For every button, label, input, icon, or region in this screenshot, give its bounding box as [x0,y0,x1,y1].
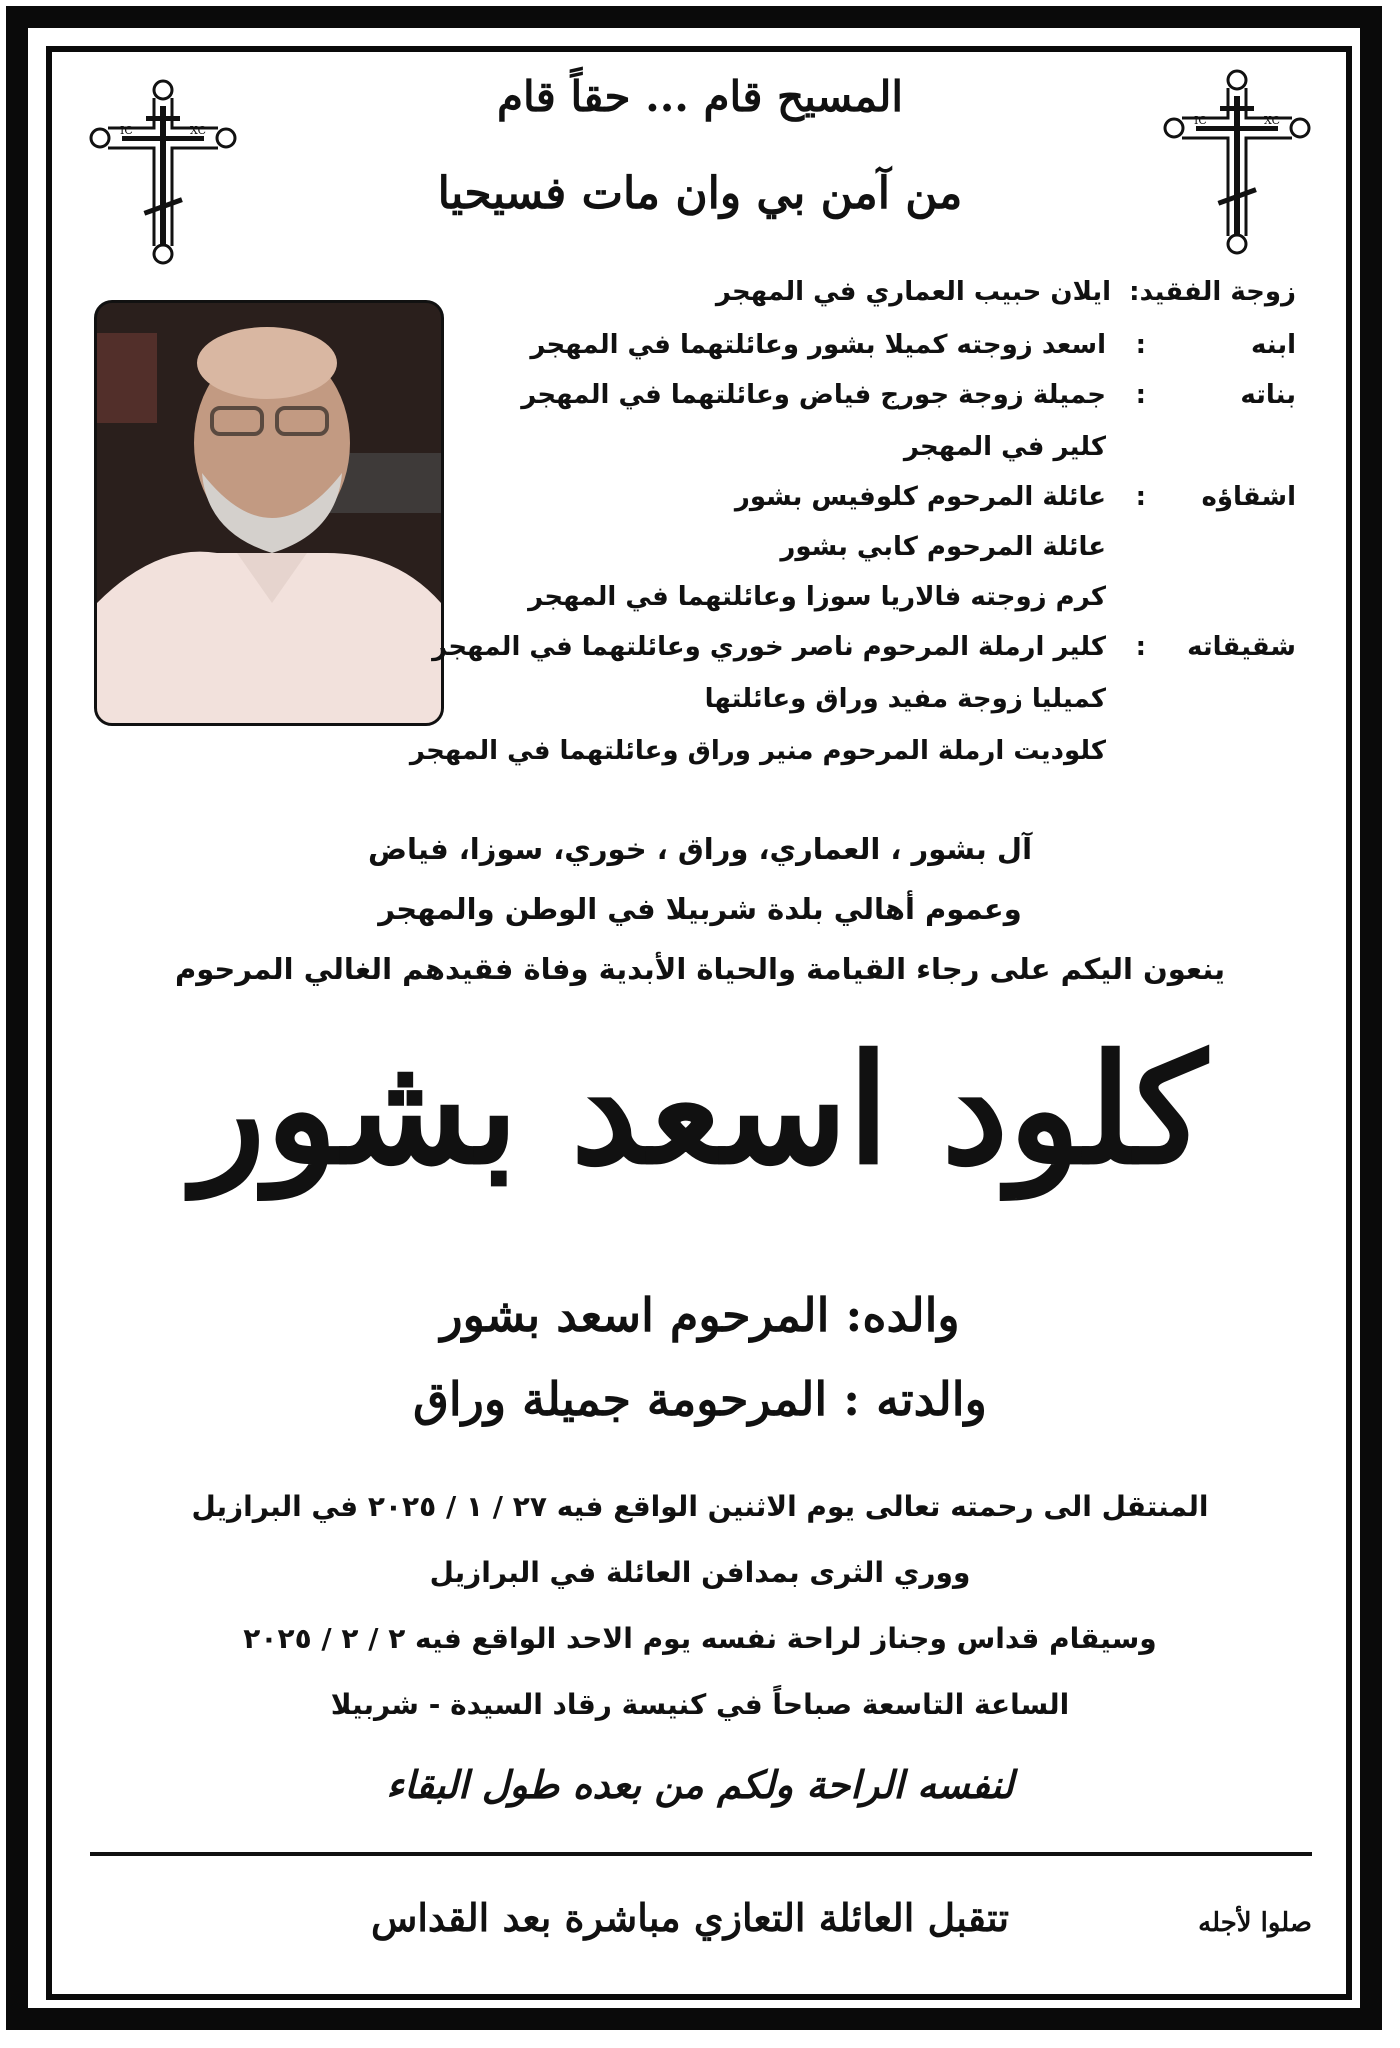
cross-right-letter-xc: XC [1264,114,1281,127]
family-sisters-line: كلير ارملة المرحوم ناصر خوري وعائلتهما في المهجر [432,632,1106,662]
announcement-community: وعموم أهالي بلدة شربيلا في الوطن والمهجر [378,892,1022,926]
family-daughters-line: جميلة زوجة جورج فياض وعائلتهما في المهجر [521,380,1106,410]
announcement-families: آل بشور ، العماري، وراق ، خوري، سوزا، فياض [367,832,1033,866]
burial-details: ووري الثرى بمدافن العائلة في البرازيل [429,1556,971,1589]
family-brothers-line: عائلة المرحوم كابي بشور [780,532,1106,562]
family-son-row [296,330,1296,378]
colon: : [1135,632,1146,662]
announcement-mourn: ينعون اليكم على رجاء القيامة والحياة الأبدية وفاة فقيدهم الغالي المرحوم [174,952,1226,986]
footer-condolences: تتقبل العائلة التعازي مباشرة بعد القداس [370,1895,1010,1940]
family-wife-label: زوجة الفقيد: [1129,277,1296,307]
orthodox-cross-right-icon [1162,66,1312,256]
father-line: والده: المرحوم اسعد بشور [440,1288,960,1342]
closing-condolence: لنفسه الراحة ولكم من بعده طول البقاء [386,1762,1014,1807]
family-sisters-label: شقيقاته [1187,632,1296,662]
header-scripture: من آمن بي وان مات فسيحيا [437,168,963,219]
cross-left-letter-xc: XC [190,124,207,137]
colon: : [1135,482,1146,512]
colon: : [1135,380,1146,410]
family-brothers-label: اشقاؤه [1201,482,1296,512]
family-sisters-line: كلوديت ارملة المرحوم منير وراق وعائلتهما في المهجر [409,736,1106,766]
death-details: المنتقل الى رحمته تعالى يوم الاثنين الواقع فيه ٢٧ / ١ / ٢٠٢٥ في البرازيل [191,1490,1209,1523]
family-sisters-line: كميليا زوجة مفيد وراق وعائلتها [704,684,1106,714]
family-son-label: ابنه [1250,330,1296,360]
header-easter-greeting: المسيح قام ... حقاً قام [496,72,904,121]
family-brothers-row [296,482,1296,530]
mass-time-place: الساعة التاسعة صباحاً في كنيسة رقاد السيدة - شربيلا [330,1688,1070,1721]
family-son-line: اسعد زوجته كميلا بشور وعائلتهما في المهجر [530,330,1106,360]
mass-details: وسيقام قداس وجناز لراحة نفسه يوم الاحد الواقع فيه ٢ / ٢ / ٢٠٢٥ [243,1622,1157,1655]
cross-left-letter-ic: IC [120,124,133,137]
family-sisters-row [296,632,1296,680]
family-brothers-line: كرم زوجته فالاريا سوزا وعائلتهما في المهجر [528,582,1106,612]
family-wife-row [296,277,1296,325]
colon: : [1135,330,1146,360]
divider [90,1852,1312,1856]
family-brothers-line: عائلة المرحوم كلوفيس بشور [734,482,1106,512]
family-wife-value: ايلان حبيب العماري في المهجر [715,277,1111,307]
mother-line: والدته : المرحومة جميلة وراق [413,1372,987,1426]
family-daughters-label: بناته [1240,380,1296,410]
family-daughters-line: كلير في المهجر [903,432,1106,462]
deceased-name: كلود اسعد بشور [193,1022,1207,1198]
cross-right-letter-ic: IC [1194,114,1207,127]
family-daughters-row [296,380,1296,428]
footer-pray: صلوا لأجله [1198,1908,1312,1938]
orthodox-cross-left-icon [88,76,238,266]
